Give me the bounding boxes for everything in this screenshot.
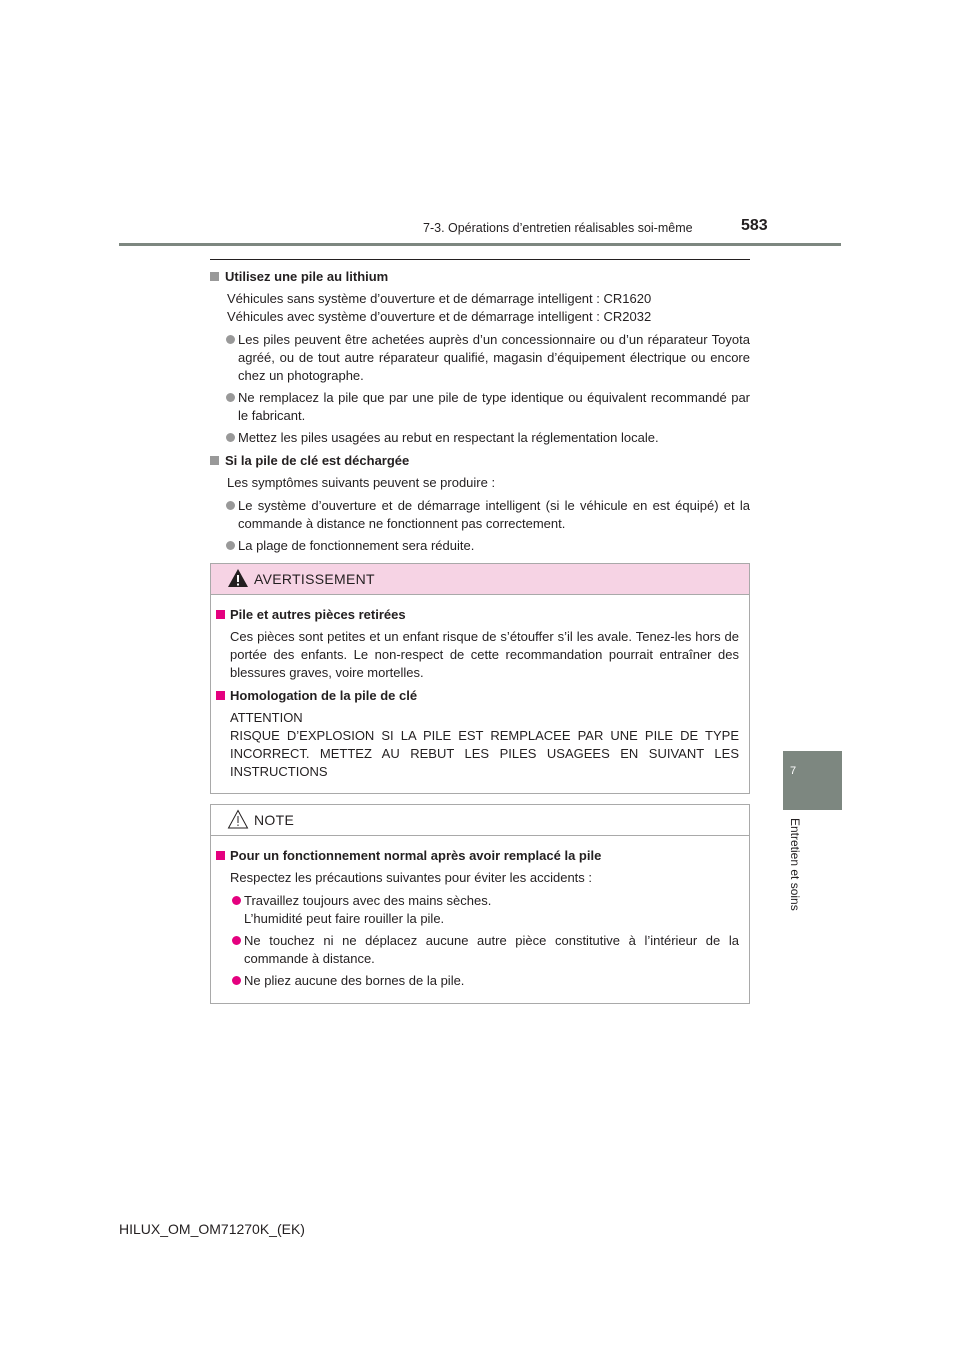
paragraph: Véhicules avec système d’ouverture et de démarrage intelligent : CR2032 bbox=[227, 309, 652, 324]
list-item: Ne touchez ni ne déplacez aucune autre pièce constitutive à l’intérieur de la commande à distance. bbox=[216, 932, 739, 968]
list-item: Le système d’ouverture et de démarrage intelligent (si le véhicule en est équipé) et la commande à distance ne fonctionnent pas correctement. bbox=[210, 497, 750, 533]
warning-title: AVERTISSEMENT bbox=[254, 571, 375, 587]
note-heading: Pour un fonctionnement normal après avoir remplacé la pile bbox=[216, 847, 739, 865]
header-section-title: 7-3. Opérations d’entretien réalisables soi-même bbox=[423, 221, 693, 235]
square-bullet-icon bbox=[216, 610, 225, 619]
paragraph: RISQUE D’EXPLOSION SI LA PILE EST REMPLACEE PAR UNE PILE DE TYPE INCORRECT. METTEZ AU REBUT LES PILES USAGEES EN SUIVANT LES INSTRUCTIONS bbox=[230, 728, 739, 779]
section-heading: Utilisez une pile au lithium bbox=[210, 268, 750, 286]
warning-heading: Homologation de la pile de clé bbox=[216, 687, 739, 705]
warning-box-body bbox=[216, 606, 739, 781]
paragraph: ATTENTION bbox=[230, 710, 303, 725]
list-item: Mettez les piles usagées au rebut en respectant la réglementation locale. bbox=[210, 429, 750, 447]
square-bullet-icon bbox=[210, 272, 219, 281]
section-heading: Si la pile de clé est déchargée bbox=[210, 452, 750, 470]
warning-heading: Pile et autres pièces retirées bbox=[216, 606, 739, 624]
list-item: Travaillez toujours avec des mains sèches. bbox=[216, 892, 739, 910]
round-bullet-icon bbox=[226, 501, 235, 510]
paragraph: Ces pièces sont petites et un enfant risque de s’étouffer s’il les avale. Tenez-les hors de portée des enfants. Le non-respect de cette recommandation pourrait entraîner des blessures graves, voire mortelles. bbox=[230, 629, 739, 680]
chapter-tab bbox=[783, 751, 842, 810]
chapter-number: 7 bbox=[790, 765, 797, 777]
list-item: Ne remplacez la pile que par une pile de type identique ou équivalent recommandé par le fabricant. bbox=[210, 389, 750, 425]
round-bullet-icon bbox=[226, 541, 235, 550]
round-bullet-icon bbox=[226, 393, 235, 402]
note-box bbox=[210, 804, 750, 1004]
square-bullet-icon bbox=[216, 691, 225, 700]
content-top-rule bbox=[210, 259, 750, 260]
paragraph: Respectez les précautions suivantes pour éviter les accidents : bbox=[230, 870, 593, 885]
note-box-body bbox=[216, 847, 739, 990]
list-item: La plage de fonctionnement sera réduite. bbox=[210, 537, 750, 555]
chapter-title: Entretien et soins bbox=[788, 818, 802, 911]
document-code: HILUX_OM_OM71270K_(EK) bbox=[119, 1221, 305, 1237]
round-bullet-icon bbox=[226, 335, 235, 344]
note-box-header bbox=[211, 805, 749, 836]
paragraph: Les symptômes suivants peuvent se produire : bbox=[227, 475, 496, 490]
header-rule bbox=[119, 243, 841, 246]
list-item-continuation: L’humidité peut faire rouiller la pile. bbox=[244, 911, 445, 926]
round-bullet-icon bbox=[232, 936, 241, 945]
note-title: NOTE bbox=[254, 812, 295, 828]
warning-triangle-icon bbox=[227, 568, 249, 588]
round-bullet-icon bbox=[232, 976, 241, 985]
list-item: Ne pliez aucune des bornes de la pile. bbox=[216, 972, 739, 990]
caution-triangle-icon bbox=[227, 809, 249, 829]
warning-box-header bbox=[211, 564, 749, 595]
main-content bbox=[210, 268, 750, 555]
page-number: 583 bbox=[741, 217, 768, 234]
list-item: Les piles peuvent être achetées auprès d’un concessionnaire ou d’un réparateur Toyota agréé, ou de tout autre réparateur qualifié, magasin d’équipement électrique ou encore chez un photographe. bbox=[210, 331, 750, 385]
square-bullet-icon bbox=[216, 851, 225, 860]
round-bullet-icon bbox=[226, 433, 235, 442]
round-bullet-icon bbox=[232, 896, 241, 905]
warning-box bbox=[210, 563, 750, 794]
square-bullet-icon bbox=[210, 456, 219, 465]
paragraph: Véhicules sans système d’ouverture et de démarrage intelligent : CR1620 bbox=[227, 291, 652, 306]
